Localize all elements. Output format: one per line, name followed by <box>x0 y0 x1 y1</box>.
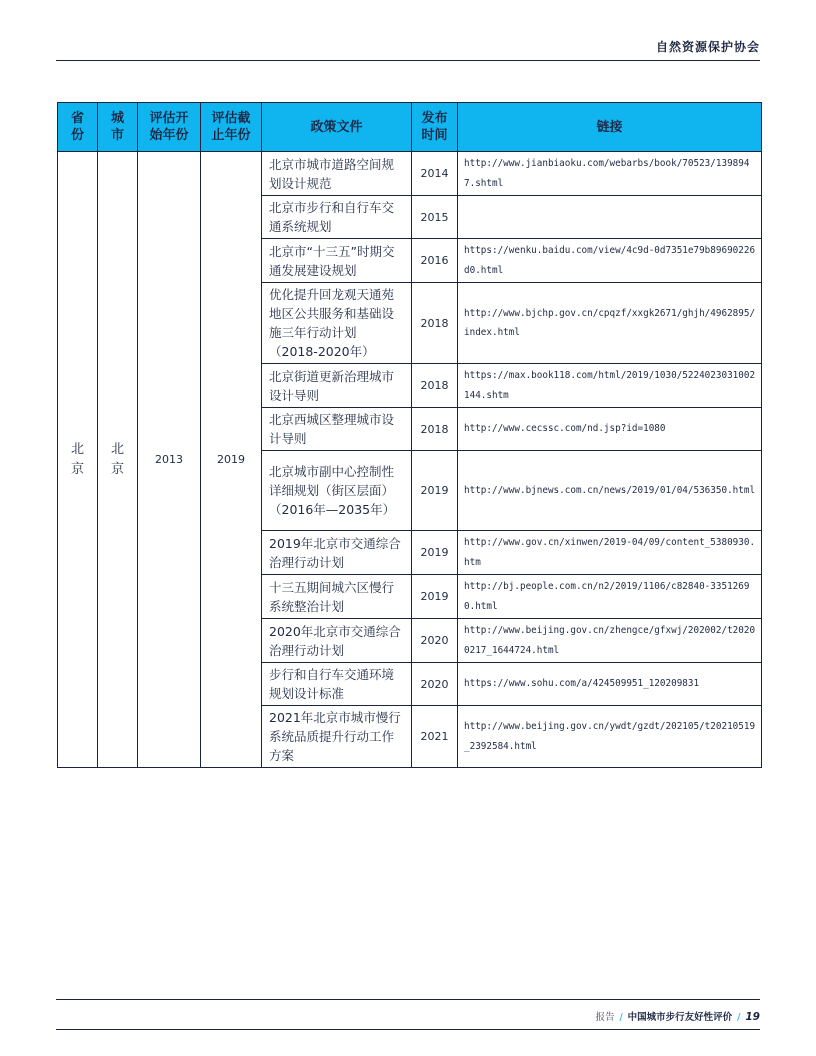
release-year: 2019 <box>412 575 458 619</box>
policy-link[interactable]: http://bj.people.com.cn/n2/2019/1106/c82840-33512690.html <box>458 575 762 619</box>
policy-link[interactable]: http://www.bjnews.com.cn/news/2019/01/04/536350.html <box>458 451 762 531</box>
footer-divider-top <box>56 999 760 1000</box>
header-policy-label: 政策文件 <box>310 119 363 135</box>
policy-doc: 北京西城区整理城市设计导则 <box>262 408 412 451</box>
cell-eval-start: 2013 <box>138 152 201 768</box>
cell-province <box>58 152 98 768</box>
footer-divider-bottom <box>56 1029 760 1030</box>
policy-link[interactable]: http://www.beijing.gov.cn/ywdt/gzdt/202105/t20210519_2392584.html <box>458 706 762 768</box>
policy-link[interactable] <box>458 196 762 239</box>
header-release-label: 发布 时间 <box>421 111 448 143</box>
header-policy <box>262 103 412 152</box>
policy-doc: 北京城市副中心控制性详细规划（街区层面）（2016年—2035年） <box>262 451 412 531</box>
policy-link[interactable]: https://wenku.baidu.com/view/4c9d-0d7351e79b89690226d0.html <box>458 239 762 283</box>
release-year: 2019 <box>412 531 458 575</box>
release-year: 2021 <box>412 706 458 768</box>
policy-link[interactable]: https://www.sohu.com/a/424509951_120209831 <box>458 663 762 706</box>
header-eval-end <box>201 103 262 152</box>
release-year: 2018 <box>412 364 458 408</box>
policy-doc: 北京街道更新治理城市设计导则 <box>262 364 412 408</box>
policy-doc: 北京市“十三五”时期交通发展建设规划 <box>262 239 412 283</box>
header-province-label: 省 份 <box>70 111 84 143</box>
header-org-name: 自然资源保护协会 <box>655 40 760 54</box>
header-eval-end-label: 评估截 止年份 <box>211 111 251 143</box>
release-year: 2015 <box>412 196 458 239</box>
policy-doc: 北京市城市道路空间规划设计规范 <box>262 152 412 196</box>
header-city <box>98 103 138 152</box>
footer-separator: / <box>737 1012 741 1023</box>
policy-doc: 十三五期间城六区慢行系统整治计划 <box>262 575 412 619</box>
policy-link[interactable]: http://www.bjchp.gov.cn/cpqzf/xxgk2671/ghjh/4962895/index.html <box>458 283 762 364</box>
header-province <box>58 103 98 152</box>
policy-table <box>57 102 762 768</box>
header-eval-start-label: 评估开 始年份 <box>149 111 189 143</box>
cell-city <box>98 152 138 768</box>
province-value: 北 京 <box>70 441 84 477</box>
policy-doc: 2020年北京市交通综合治理行动计划 <box>262 619 412 663</box>
release-year: 2014 <box>412 152 458 196</box>
footer <box>595 1009 760 1023</box>
header-link-label: 链接 <box>596 119 623 135</box>
header-link <box>458 103 762 152</box>
policy-doc: 北京市步行和自行车交通系统规划 <box>262 196 412 239</box>
release-year: 2020 <box>412 619 458 663</box>
policy-doc: 优化提升回龙观天通苑地区公共服务和基础设施三年行动计划（2018-2020年） <box>262 283 412 364</box>
header-release <box>412 103 458 152</box>
table-header-row <box>58 103 762 152</box>
policy-link[interactable]: http://www.beijing.gov.cn/zhengce/gfxwj/202002/t20200217_1644724.html <box>458 619 762 663</box>
policy-link[interactable]: http://www.jianbiaoku.com/webarbs/book/70523/1398947.shtml <box>458 152 762 196</box>
table-row <box>58 152 762 196</box>
page-number: 19 <box>745 1011 760 1023</box>
footer-report-label: 报告 <box>595 1012 615 1023</box>
policy-link[interactable]: http://www.cecssc.com/nd.jsp?id=1080 <box>458 408 762 451</box>
release-year: 2018 <box>412 408 458 451</box>
policy-doc: 2021年北京市城市慢行系统品质提升行动工作方案 <box>262 706 412 768</box>
header-eval-start <box>138 103 201 152</box>
policy-link[interactable]: https://max.book118.com/html/2019/1030/5224023031002144.shtm <box>458 364 762 408</box>
release-year: 2018 <box>412 283 458 364</box>
release-year: 2016 <box>412 239 458 283</box>
policy-doc: 2019年北京市交通综合治理行动计划 <box>262 531 412 575</box>
release-year: 2020 <box>412 663 458 706</box>
header-divider <box>56 60 760 61</box>
footer-document-title: 中国城市步行友好性评价 <box>627 1012 733 1023</box>
cell-eval-end: 2019 <box>201 152 262 768</box>
city-value: 北 京 <box>110 441 124 477</box>
release-year: 2019 <box>412 451 458 531</box>
policy-doc: 步行和自行车交通环境规划设计标准 <box>262 663 412 706</box>
policy-link[interactable]: http://www.gov.cn/xinwen/2019-04/09/content_5380930.htm <box>458 531 762 575</box>
header-city-label: 城 市 <box>110 111 124 143</box>
footer-separator: / <box>619 1012 623 1023</box>
